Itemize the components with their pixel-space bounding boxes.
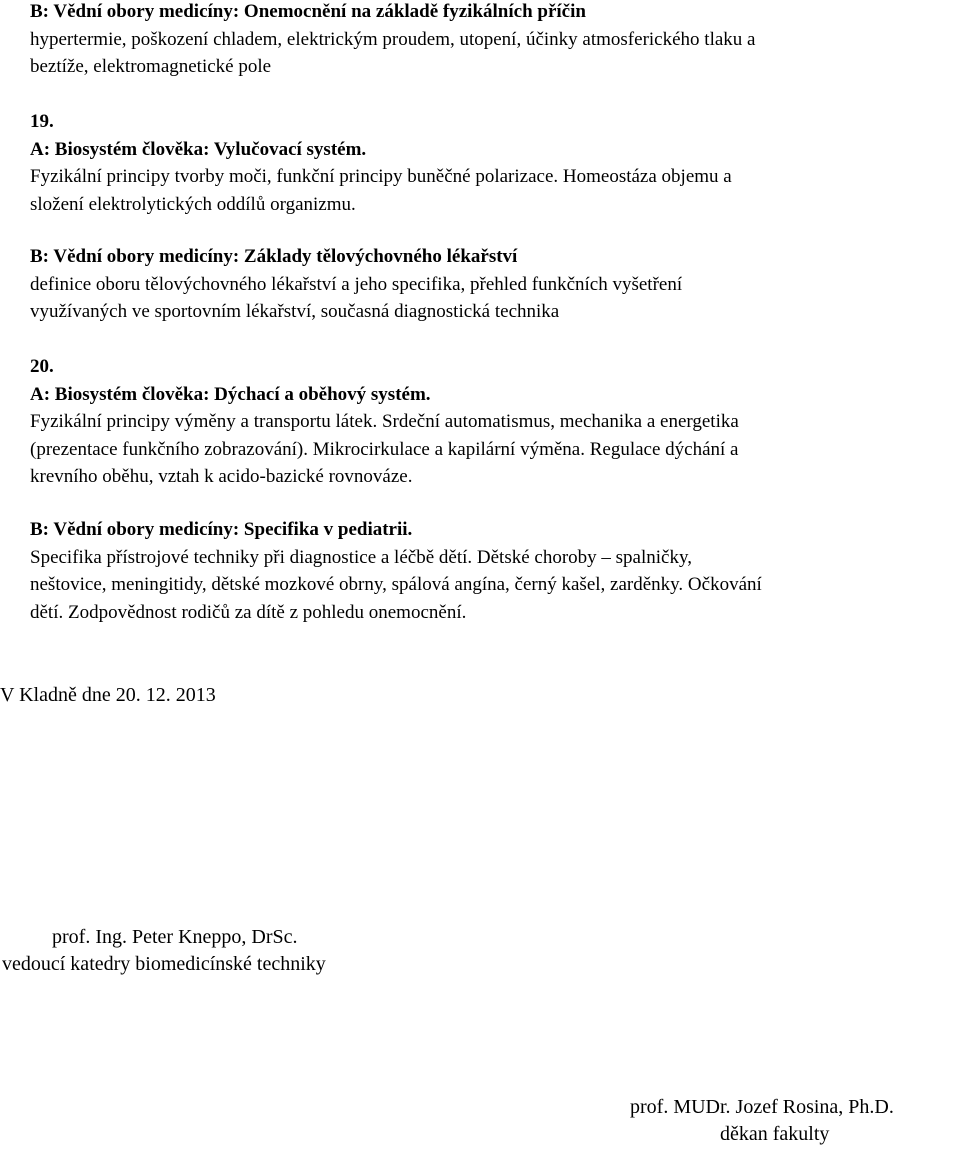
item-a-heading: A: Biosystém člověka: Vylučovací systém. (30, 138, 367, 160)
item-text-line: složení elektrolytických oddílů organizmu. (30, 193, 356, 215)
item-text-line: krevního oběhu, vztah k acido-bazické rovnováze. (30, 466, 413, 487)
item-b-heading: B: Vědní obory medicíny: Základy tělovýchovného lékařství (30, 246, 518, 267)
place-date: V Kladně dne 20. 12. 2013 (0, 684, 216, 706)
section-text-line: beztíže, elektromagnetické pole (30, 56, 272, 77)
signature-left-role: vedoucí katedry biomedicínské techniky (2, 953, 326, 975)
section-text-line: hypertermie, poškození chladem, elektrickým proudem, utopení, účinky atmosferického tlaku a (30, 28, 756, 50)
item-20 (30, 353, 955, 491)
item-a-heading: A: Biosystém člověka: Dýchací a oběhový systém. (30, 383, 431, 405)
item-text-line: Specifika přístrojové techniky při diagnostice a léčbě dětí. Dětské choroby – spalničky, (30, 546, 692, 568)
item-text-line: definice oboru tělovýchovného lékařství a jeho specifika, přehled funkčních vyšetření (30, 273, 683, 295)
section-physical-causes (30, 0, 955, 81)
item-number: 20. (30, 356, 54, 377)
item-text-line: dětí. Zodpovědnost rodičů za dítě z pohledu onemocnění. (30, 601, 467, 623)
signature-left-name: prof. Ing. Peter Kneppo, DrSc. (52, 926, 298, 948)
item-text-line: Fyzikální principy výměny a transportu látek. Srdeční automatismus, mechanika a energetika (30, 411, 739, 432)
item-text-line: využívaných ve sportovním lékařství, současná diagnostická technika (30, 301, 560, 322)
item-19-b (30, 243, 955, 326)
item-19 (30, 108, 955, 218)
signature-right-name: prof. MUDr. Jozef Rosina, Ph.D. (630, 1096, 894, 1118)
item-b-heading: B: Vědní obory medicíny: Specifika v pediatrii. (30, 519, 413, 540)
item-20-b (30, 516, 955, 626)
signature-right-role: děkan fakulty (720, 1123, 830, 1145)
section-heading: B: Vědní obory medicíny: Onemocnění na základě fyzikálních příčin (30, 1, 586, 22)
item-text-line: Fyzikální principy tvorby moči, funkční principy buněčné polarizace. Homeostáza objemu a (30, 166, 732, 187)
item-number: 19. (30, 111, 54, 132)
item-text-line: neštovice, meningitidy, dětské mozkové obrny, spálová angína, černý kašel, zarděnky. Očkování (30, 574, 762, 595)
item-text-line: (prezentace funkčního zobrazování). Mikrocirkulace a kapilární výměna. Regulace dýchání a (30, 438, 739, 460)
